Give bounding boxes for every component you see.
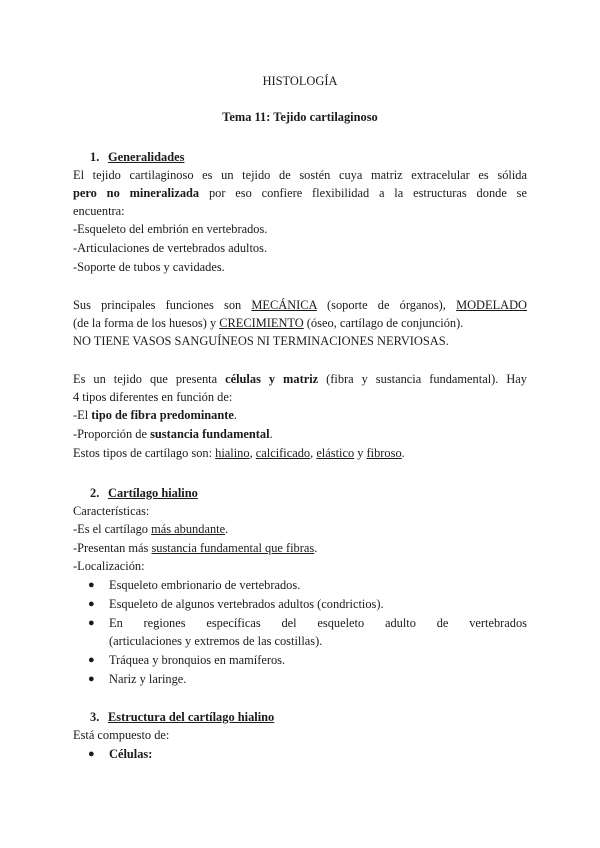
list-item: -Proporción de sustancia fundamental. [73, 427, 273, 441]
section-title: Estructura del cartílago hialino [108, 710, 275, 724]
bullet-item: Tráquea y bronquios en mamíferos. [109, 653, 286, 667]
paragraph-line: Características: [73, 504, 150, 518]
section-title: Generalidades [108, 150, 185, 164]
section-3-heading [90, 708, 274, 726]
section-title: Cartílago hialino [108, 486, 198, 500]
bullet-icon: ● [88, 748, 95, 760]
bullet-icon: ● [88, 598, 95, 610]
list-item: -Soporte de tubos y cavidades. [73, 260, 225, 274]
paragraph-line: Es un tejido que presenta células y matriz (fibra y sustancia fundamental). Hay [73, 372, 527, 386]
list-item: -Presentan más sustancia fundamental que fibras. [73, 541, 318, 555]
paragraph-line: NO TIENE VASOS SANGUÍNEOS NI TERMINACIONES NERVIOSAS. [73, 334, 449, 348]
bullet-icon: ● [88, 617, 95, 629]
bullet-icon: ● [88, 673, 95, 685]
paragraph-line: (de la forma de los huesos) y CRECIMIENTO (óseo, cartílago de conjunción). [73, 316, 464, 330]
paragraph-line: pero no mineralizada por eso confiere flexibilidad a la estructuras donde se [73, 186, 527, 200]
paragraph-line: El tejido cartilaginoso es un tejido de sostén cuya matriz extracelular es sólida [73, 168, 527, 182]
paragraph-line: Sus principales funciones son MECÁNICA (soporte de órganos), MODELADO [73, 298, 527, 312]
list-item: -El tipo de fibra predominante. [73, 408, 237, 422]
bullet-icon: ● [88, 654, 95, 666]
list-item: -Esqueleto del embrión en vertebrados. [73, 222, 268, 236]
document-header: HISTOLOGÍA [262, 74, 338, 88]
bullet-item: En regiones específicas del esqueleto adulto de vertebrados [109, 616, 527, 630]
list-item: -Localización: [73, 559, 145, 573]
paragraph-line: Estos tipos de cartílago son: hialino, calcificado, elástico y fibroso. [73, 446, 405, 460]
section-number: 2. [90, 486, 100, 500]
document-subtitle: Tema 11: Tejido cartilaginoso [222, 110, 378, 124]
paragraph-line: 4 tipos diferentes en función de: [73, 390, 233, 404]
bullet-item: Esqueleto embrionario de vertebrados. [109, 578, 301, 592]
list-item: -Articulaciones de vertebrados adultos. [73, 241, 268, 255]
bullet-item-continuation: (articulaciones y extremos de las costillas). [109, 634, 323, 648]
bullet-icon: ● [88, 579, 95, 591]
bullet-item: Esqueleto de algunos vertebrados adultos (condrictios). [109, 597, 384, 611]
section-number: 1. [90, 150, 100, 164]
bullet-item: Nariz y laringe. [109, 672, 187, 686]
section-2-heading [90, 484, 198, 502]
section-number: 3. [90, 710, 100, 724]
list-item: -Es el cartílago más abundante. [73, 522, 229, 536]
bullet-item: Células: [109, 747, 153, 761]
paragraph-line: Está compuesto de: [73, 728, 170, 742]
section-1-heading [90, 148, 184, 166]
paragraph-line: encuentra: [73, 204, 125, 218]
